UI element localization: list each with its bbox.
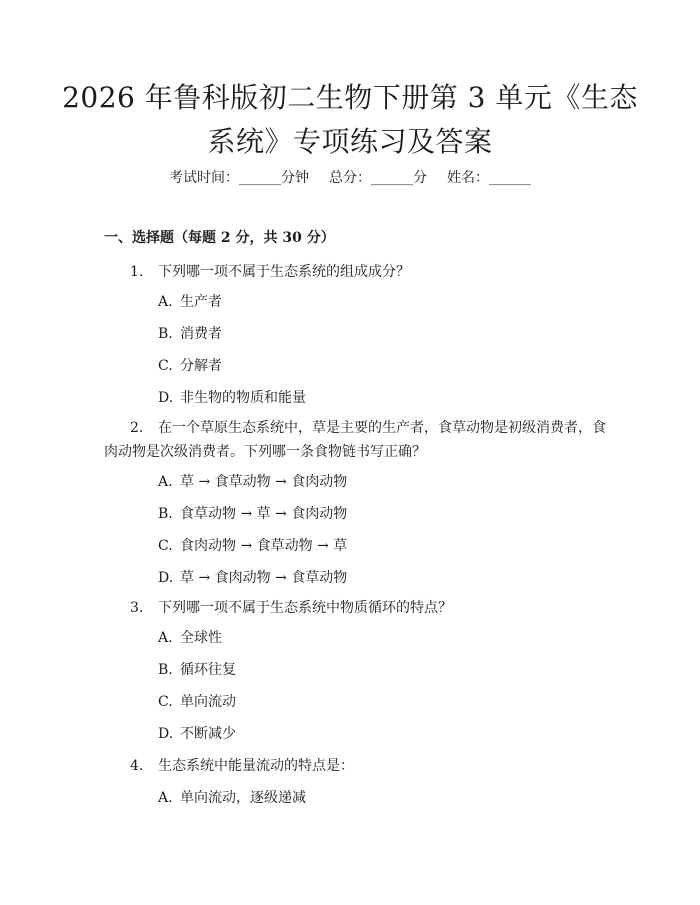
option-2c xyxy=(158,536,347,556)
option-label: B. xyxy=(158,326,173,342)
option-3a xyxy=(158,628,222,648)
option-text: 单向流动，逐级递减 xyxy=(180,790,306,806)
option-text: 全球性 xyxy=(180,630,222,646)
page-title xyxy=(40,76,660,164)
option-text: 草 → 食肉动物 → 食草动物 xyxy=(180,570,348,586)
option-text: 循环往复 xyxy=(180,662,236,678)
question-text-line-2: 肉动物是次级消费者。下列哪一条食物链书写正确？ xyxy=(104,444,426,460)
title-line-2: 系统》专项练习及答案 xyxy=(207,125,493,158)
option-label: A. xyxy=(158,630,173,646)
option-2a xyxy=(158,472,347,492)
title-line-1: 2026 年鲁科版初二生物下册第 3 单元《生态 xyxy=(62,81,638,114)
question-text: 下列哪一项不属于生态系统中物质循环的特点？ xyxy=(158,600,452,616)
option-label: C. xyxy=(158,538,173,554)
option-text: 分解者 xyxy=(180,358,222,374)
option-label: D. xyxy=(158,726,174,742)
option-text: 非生物的物质和能量 xyxy=(180,390,306,406)
option-3c xyxy=(158,692,236,712)
option-text: 消费者 xyxy=(180,326,222,342)
question-text-line-1: 在一个草原生态系统中，草是主要的生产者，食草动物是初级消费者，食 xyxy=(158,420,606,436)
option-2b xyxy=(158,504,347,524)
option-label: C. xyxy=(158,694,173,710)
option-4a xyxy=(158,788,306,808)
option-label: B. xyxy=(158,662,173,678)
question-number: 1. xyxy=(130,264,144,280)
question-1 xyxy=(130,258,410,286)
option-text: 单向流动 xyxy=(180,694,236,710)
question-4 xyxy=(130,752,354,780)
total-score-field: 总分：______分 xyxy=(329,170,427,186)
option-3b xyxy=(158,660,236,680)
option-label: D. xyxy=(158,390,174,406)
option-1c xyxy=(158,356,222,376)
option-2d xyxy=(158,568,347,588)
option-3d xyxy=(158,724,236,744)
question-number: 3. xyxy=(130,600,144,616)
option-label: D. xyxy=(158,570,174,586)
exam-info-line xyxy=(0,168,700,188)
question-2-continued xyxy=(104,438,426,466)
option-label: C. xyxy=(158,358,173,374)
option-text: 不断减少 xyxy=(180,726,236,742)
section-heading: 一、选择题（每题 2 分，共 30 分） xyxy=(104,230,335,246)
option-1a xyxy=(158,292,222,312)
option-text: 食草动物 → 草 → 食肉动物 xyxy=(180,506,348,522)
option-text: 生产者 xyxy=(180,294,222,310)
question-number: 4. xyxy=(130,758,144,774)
option-label: B. xyxy=(158,506,173,522)
option-1d xyxy=(158,388,306,408)
option-text: 草 → 食草动物 → 食肉动物 xyxy=(180,474,348,490)
option-1b xyxy=(158,324,222,344)
option-text: 食肉动物 → 食草动物 → 草 xyxy=(180,538,348,554)
question-text: 生态系统中能量流动的特点是： xyxy=(158,758,354,774)
name-field: 姓名：______ xyxy=(447,170,531,186)
option-label: A. xyxy=(158,294,173,310)
question-text: 下列哪一项不属于生态系统的组成成分？ xyxy=(158,264,410,280)
question-number: 2. xyxy=(130,420,144,436)
question-3 xyxy=(130,594,452,622)
exam-time-field: 考试时间：______分钟 xyxy=(169,170,309,186)
option-label: A. xyxy=(158,474,173,490)
option-label: A. xyxy=(158,790,173,806)
